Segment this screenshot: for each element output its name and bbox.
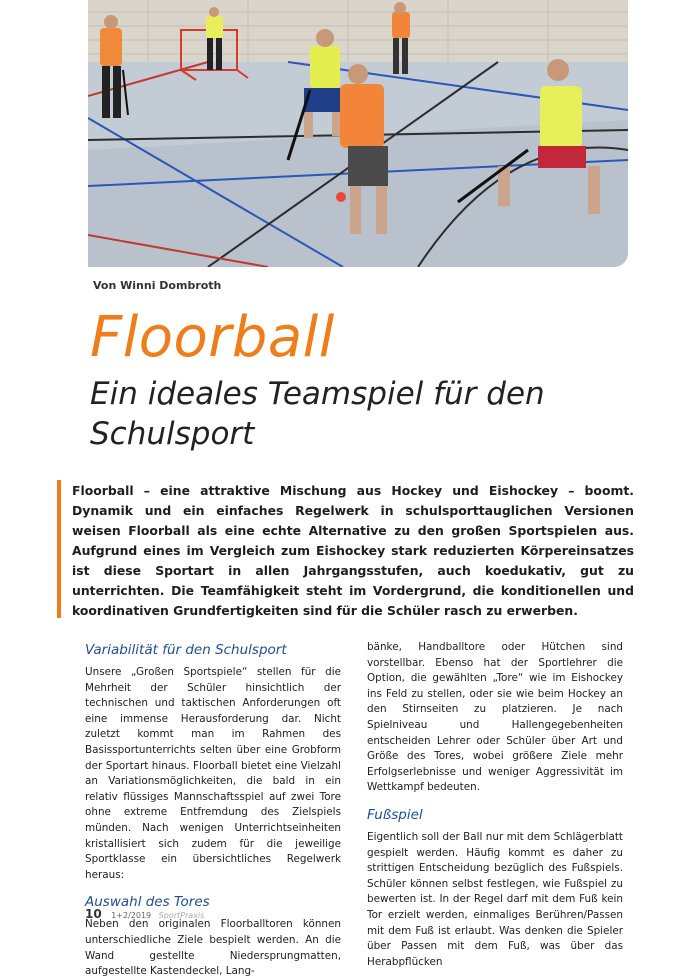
section-heading-footplay: Fußspiel [367,806,423,823]
magazine-name: SportPraxis [158,911,205,920]
text-column-right [367,640,623,970]
section-heading-goal-choice: Auswahl des Tores [85,894,210,911]
body-paragraph: Neben den originalen Floorballtoren können unterschiedliche Ziele bespielt werden. An die Wand gestellte Niedersprungmatten, aufgestellte Kastendeckel, Lang- [85,918,341,978]
text-column-left [85,640,341,980]
article-subtitle: Ein ideales Teamspiel für den Schulsport [90,376,545,452]
author-byline: Von Winni Dombroth [93,279,222,292]
floorball-photo [88,0,628,267]
page-number: 10 [85,907,102,921]
body-paragraph: Eigentlich soll der Ball nur mit dem Schlägerblatt gespielt werden. Häufig kommt es daher zu strittigen Entscheidung bezüglich des Fußspiels. Schüler können selbst festlegen, wie Fußspiel zu bewerten ist. In der Regel darf mit dem Fuß kein Tor erzielt werden, einmaliges Berühren/Passen mit dem Fuß ist erlaubt. Was denken die Spieler über Passen mit dem Fuß, was über das Herabpflücken [367,830,623,968]
body-paragraph: bänke, Handballtore oder Hütchen sind vorstellbar. Ebenso hat der Sportlehrer die Option, die gewählten „Tore“ wie im Eishockey ins Feld zu stellen, oder sie wie beim Hockey an den Stirnseiten zu platzieren. Je nach Spielniveau und Hallengegebenheiten entscheiden Lehrer oder Schüler über Art und Größe des Tores, wobei größere Ziele mehr Erfolgserlebnisse und weniger Aggressivität im Wettkampf bedeuten. [367,641,623,794]
section-heading-variability: Variabilität für den Schulsport [85,642,287,658]
body-paragraph: Unsere „Großen Sportspiele“ stellen für die Mehrheit der Schüler hinsichtlich der technischen und taktischen Anforderungen oft eine immense Herausforderung dar. Nicht zuletzt kommt man im Rahmen des Basissportunterrichts selten über eine Grobform der Sportart hinaus. Floorball bietet eine Vielzahl an Variationsmöglichkeiten, die bald in ein relativ flüssiges Mannschaftsspiel auf zwei Tore ohne extreme Entfremdung des Zielspiels münden. Nach wenigen Unterrichtseinheiten kristallisiert sich zudem für die jeweilige Sportklasse ein übersichtliches Regelwerk heraus: [85,666,341,881]
issue-label: 1+2/2019 [111,911,152,920]
lead-accent-bar [57,480,61,618]
page-footer [85,907,204,921]
lead-paragraph: Floorball – eine attraktive Mischung aus Hockey und Eishockey – boomt. Dynamik und ein einfaches Regelwerk in schulsporttauglichen Versionen weisen Floorball als eine echte Alternative zu den großen Sportspielen aus. Aufgrund eines im Vergleich zum Eishockey stark reduzierten Körpereinsatzes ist diese Sportart in allen Jahrgangsstufen, auch koedukativ, gut zu unterrichten. Die Teamfähigkeit steht im Vordergrund, die konditionellen und koordinativen Grundfertigkeiten sind für die Schüler rasch zu erwerben. [72,483,634,618]
article-title: Floorball [90,305,335,370]
